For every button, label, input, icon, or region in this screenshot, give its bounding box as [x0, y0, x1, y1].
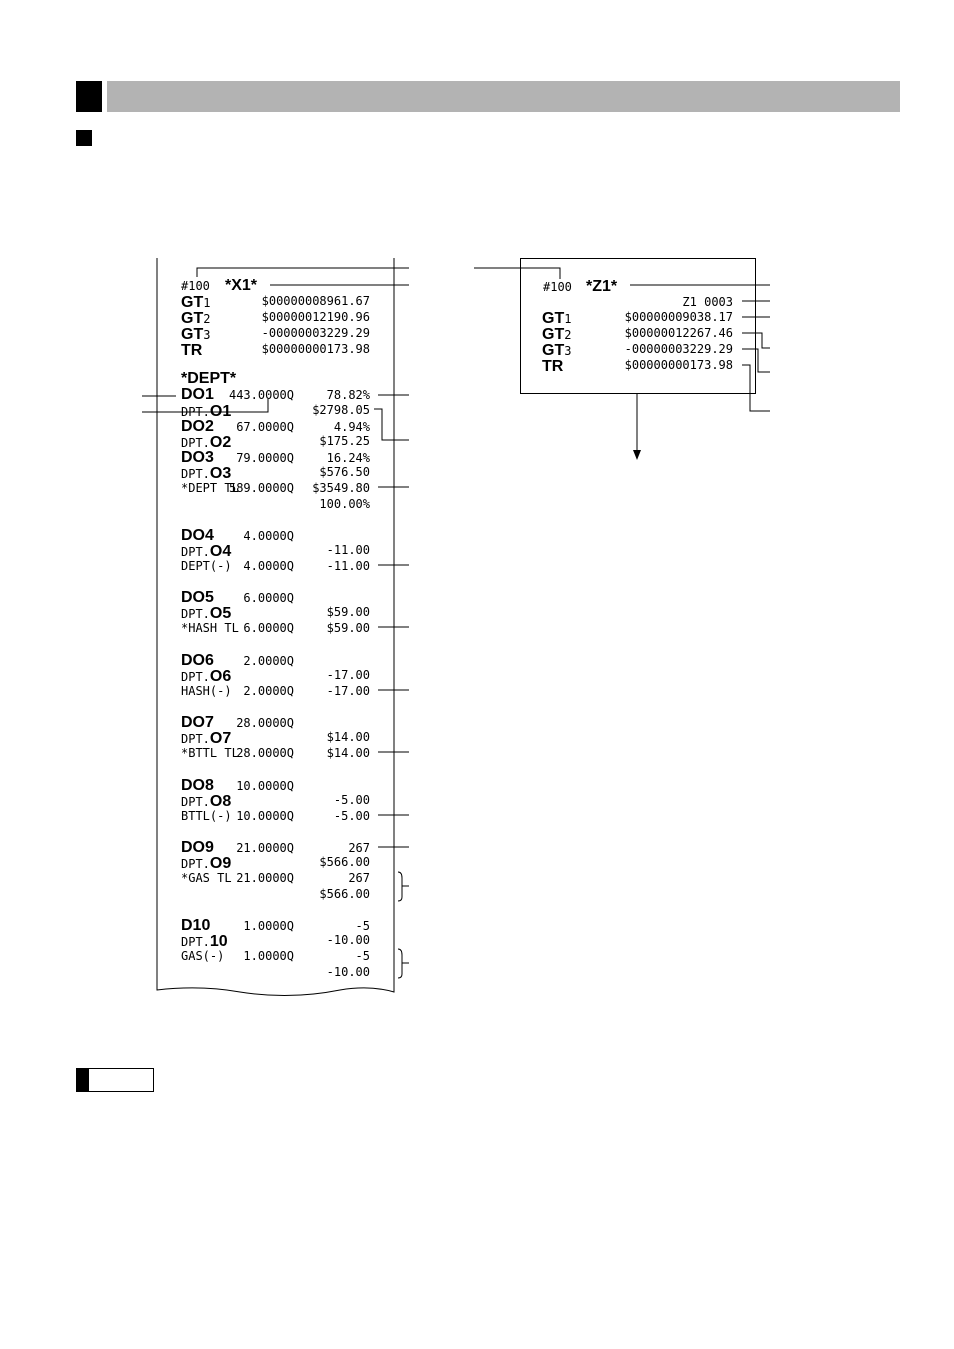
dept-amount: 78.82% [326, 388, 370, 402]
dept-quantity: 6.0000Q [243, 591, 294, 605]
dept-quantity: 67.0000Q [236, 420, 294, 434]
dpt-number: O2 [209, 434, 232, 451]
grand-total-label [542, 358, 563, 376]
dept-quantity: 4.0000Q [243, 559, 294, 573]
grand-total-value: $00000000173.98 [261, 342, 370, 356]
dept-quantity: 443.0000Q [228, 388, 294, 402]
dept-quantity: 10.0000Q [236, 779, 294, 793]
z-counter: Z1 0003 [682, 295, 733, 309]
dept-amount: -17.00 [326, 684, 370, 698]
dpt-prefix: DPT. [181, 857, 210, 871]
dept-amount: $566.00 [319, 855, 370, 869]
dept-quantity: 10.0000Q [236, 809, 294, 823]
dept-amount: $566.00 [319, 887, 370, 901]
dept-amount: -11.00 [326, 559, 370, 573]
dept-row-label: DO4 [181, 527, 214, 544]
total-code: GT [181, 310, 204, 327]
dept-quantity: 28.0000Q [236, 746, 294, 760]
dept-row-label: D10 [181, 917, 211, 934]
dpt-prefix: DPT. [181, 436, 210, 450]
dept-row-label: DO2 [181, 418, 214, 435]
dept-quantity: 2.0000Q [243, 654, 294, 668]
dpt-number: O9 [209, 855, 232, 872]
grand-total-value: $00000009038.17 [624, 310, 733, 324]
dept-quantity: 1.0000Q [243, 949, 294, 963]
dpt-number: O7 [209, 730, 232, 747]
dept-amount: -11.00 [326, 543, 370, 557]
dept-amount: 4.94% [333, 420, 370, 434]
dept-amount: 267 [348, 871, 370, 885]
dpt-number: O3 [209, 465, 232, 482]
dpt-number: O5 [209, 605, 232, 622]
dept-amount: $3549.80 [312, 481, 370, 495]
dept-amount: -10.00 [326, 965, 370, 979]
dpt-prefix: DPT. [181, 670, 210, 684]
dept-amount: -5.00 [333, 809, 370, 823]
total-code: TR [542, 358, 564, 375]
dept-row-label: DO1 [181, 386, 214, 403]
total-index: 3 [203, 328, 211, 342]
grand-total-value: $00000008961.67 [261, 294, 370, 308]
dept-row-label: DO3 [181, 449, 214, 466]
grand-total-value: $00000012190.96 [261, 310, 370, 324]
dept-amount: $175.25 [319, 434, 370, 448]
dept-quantity: 6.0000Q [243, 621, 294, 635]
dept-amount: -5.00 [333, 793, 370, 807]
dept-row-label: *GAS TL [181, 871, 232, 885]
dept-row-label: DEPT(-) [181, 559, 232, 573]
dpt-prefix: DPT. [181, 935, 210, 949]
dpt-prefix: DPT. [181, 467, 210, 481]
dept-quantity: 589.0000Q [228, 481, 294, 495]
dpt-number: 10 [209, 933, 228, 950]
dept-amount: -5 [355, 949, 370, 963]
grand-total-label [181, 342, 202, 360]
machine-number: #100 [181, 279, 210, 293]
dpt-prefix: DPT. [181, 405, 210, 419]
report-mode: *X1* [225, 277, 258, 294]
dept-amount: 100.00% [319, 497, 370, 511]
total-code: TR [181, 342, 203, 359]
dpt-prefix: DPT. [181, 732, 210, 746]
dept-quantity: 79.0000Q [236, 451, 294, 465]
note-label-box [76, 1068, 154, 1092]
dept-row-label: DO5 [181, 589, 214, 606]
dept-row-label: *HASH TL [181, 621, 239, 635]
dept-row-label: DO8 [181, 777, 214, 794]
dpt-prefix: DPT. [181, 545, 210, 559]
total-code: GT [181, 294, 204, 311]
dept-amount: $59.00 [326, 605, 370, 619]
total-index: 1 [564, 312, 572, 326]
dept-amount: 16.24% [326, 451, 370, 465]
dept-quantity: 2.0000Q [243, 684, 294, 698]
total-code: GT [181, 326, 204, 343]
dept-amount: -10.00 [326, 933, 370, 947]
grand-total-value: $00000012267.46 [624, 326, 733, 340]
dept-quantity: 28.0000Q [236, 716, 294, 730]
dpt-number: O4 [209, 543, 232, 560]
dpt-number: O6 [209, 668, 232, 685]
dept-row-label: DO7 [181, 714, 214, 731]
dept-row-label: BTTL(-) [181, 809, 232, 823]
dpt-number: O1 [209, 403, 232, 420]
total-code: GT [542, 342, 565, 359]
dept-row-label: GAS(-) [181, 949, 225, 963]
dept-amount: $14.00 [326, 730, 370, 744]
grand-total-value: $00000000173.98 [624, 358, 733, 372]
dept-header: *DEPT* [181, 370, 237, 387]
dept-amount: $59.00 [326, 621, 370, 635]
dept-amount: $2798.05 [312, 403, 370, 417]
dept-row-label: *DEPT TL [181, 481, 239, 495]
total-index: 2 [564, 328, 572, 342]
total-index: 3 [564, 344, 572, 358]
dept-row-label: DO6 [181, 652, 214, 669]
grand-total-value: -00000003229.29 [261, 326, 370, 340]
dept-row-label: *BTTL TL [181, 746, 239, 760]
dpt-prefix: DPT. [181, 795, 210, 809]
dept-amount: -5 [355, 919, 370, 933]
dept-row-label: HASH(-) [181, 684, 232, 698]
dept-quantity: 4.0000Q [243, 529, 294, 543]
dpt-prefix: DPT. [181, 607, 210, 621]
report-mode: *Z1* [586, 278, 618, 295]
dept-quantity: 21.0000Q [236, 871, 294, 885]
dpt-number: O8 [209, 793, 232, 810]
dept-quantity: 21.0000Q [236, 841, 294, 855]
dept-amount: $14.00 [326, 746, 370, 760]
dept-amount: 267 [348, 841, 370, 855]
dept-quantity: 1.0000Q [243, 919, 294, 933]
total-index: 1 [203, 296, 211, 310]
dept-amount: -17.00 [326, 668, 370, 682]
total-code: GT [542, 310, 565, 327]
grand-total-value: -00000003229.29 [624, 342, 733, 356]
dept-amount: $576.50 [319, 465, 370, 479]
total-index: 2 [203, 312, 211, 326]
total-code: GT [542, 326, 565, 343]
machine-number: #100 [543, 280, 572, 294]
dept-row-label: DO9 [181, 839, 214, 856]
